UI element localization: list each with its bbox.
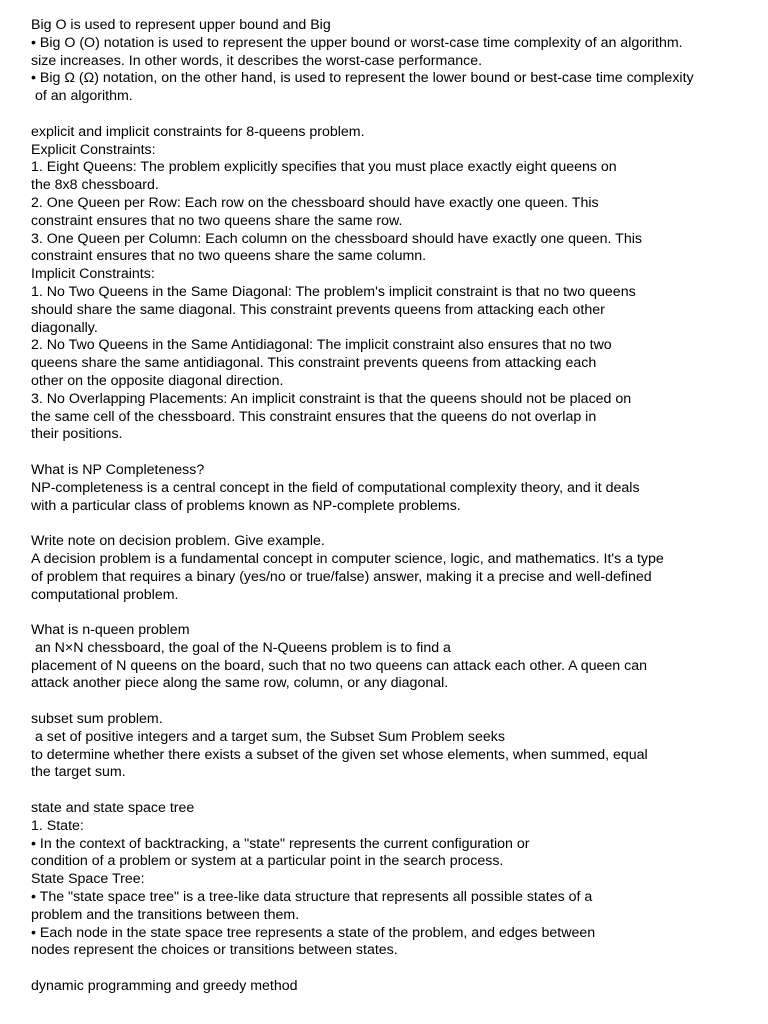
text-line: nodes represent the choices or transitions between states. bbox=[31, 942, 398, 959]
blank-line bbox=[31, 960, 751, 978]
document-body bbox=[31, 17, 751, 996]
text-line: constraint ensures that no two queens share the same column. bbox=[31, 248, 427, 265]
text-line: • Big O (O) notation is used to represent the upper bound or worst-case time complexity of an algorithm. bbox=[31, 34, 683, 51]
text-line: queens share the same antidiagonal. This constraint prevents queens from attacking each bbox=[31, 355, 597, 372]
text-line: a set of positive integers and a target sum, the Subset Sum Problem seeks bbox=[31, 728, 505, 745]
blank-line bbox=[31, 106, 751, 124]
text-line: to determine whether there exists a subset of the given set whose elements, when summed, equal bbox=[31, 746, 648, 763]
text-line: 3. No Overlapping Placements: An implicit constraint is that the queens should not be placed on bbox=[31, 390, 632, 407]
text-line: 1. Eight Queens: The problem explicitly specifies that you must place exactly eight queens on bbox=[31, 159, 617, 176]
text-line: the 8x8 chessboard. bbox=[31, 177, 159, 194]
text-line: 3. One Queen per Column: Each column on the chessboard should have exactly one queen. This bbox=[31, 230, 642, 247]
text-line: A decision problem is a fundamental concept in computer science, logic, and mathematics. It's a type bbox=[31, 550, 664, 567]
text-line: NP-completeness is a central concept in the field of computational complexity theory, and it deals bbox=[31, 479, 640, 496]
text-line: an N×N chessboard, the goal of the N-Queens problem is to find a bbox=[31, 639, 451, 656]
text-line: the same cell of the chessboard. This constraint ensures that the queens do not overlap in bbox=[31, 408, 597, 425]
text-line: Big O is used to represent upper bound and Big bbox=[31, 17, 331, 33]
text-line: other on the opposite diagonal direction. bbox=[31, 372, 284, 389]
text-line: computational problem. bbox=[31, 586, 179, 603]
text-line: 1. State: bbox=[31, 817, 84, 834]
text-line: their positions. bbox=[31, 426, 123, 443]
text-line: What is NP Completeness? bbox=[31, 461, 205, 478]
text-line: Implicit Constraints: bbox=[31, 266, 155, 283]
text-line: Explicit Constraints: bbox=[31, 141, 156, 158]
text-line: subset sum problem. bbox=[31, 711, 163, 728]
text-line: of problem that requires a binary (yes/no or true/false) answer, making it a precise and well-defined bbox=[31, 568, 652, 585]
text-line: • The "state space tree" is a tree-like data structure that represents all possible states of a bbox=[31, 889, 593, 906]
text-line: constraint ensures that no two queens share the same row. bbox=[31, 212, 403, 229]
text-line: Write note on decision problem. Give example. bbox=[31, 533, 325, 550]
text-line: of an algorithm. bbox=[31, 88, 133, 105]
text-line: placement of N queens on the board, such that no two queens can attack each other. A queen can bbox=[31, 657, 648, 674]
text-line: state and state space tree bbox=[31, 800, 195, 817]
text-line: • In the context of backtracking, a "state" represents the current configuration or bbox=[31, 835, 530, 852]
text-line: should share the same diagonal. This constraint prevents queens from attacking each other bbox=[31, 301, 605, 318]
blank-line bbox=[31, 782, 751, 800]
text-line: What is n-queen problem bbox=[31, 622, 190, 639]
text-line: the target sum. bbox=[31, 764, 126, 781]
text-line: size increases. In other words, it describes the worst-case performance. bbox=[31, 52, 483, 69]
text-line: explicit and implicit constraints for 8-queens problem. bbox=[31, 123, 365, 140]
text-line: • Each node in the state space tree represents a state of the problem, and edges between bbox=[31, 924, 596, 941]
blank-line bbox=[31, 604, 751, 622]
blank-line bbox=[31, 444, 751, 462]
text-line: 2. One Queen per Row: Each row on the chessboard should have exactly one queen. This bbox=[31, 194, 599, 211]
text-line: attack another piece along the same row, column, or any diagonal. bbox=[31, 675, 449, 692]
text-line: with a particular class of problems known as NP-complete problems. bbox=[31, 497, 461, 514]
text-line: 2. No Two Queens in the Same Antidiagonal: The implicit constraint also ensures that no two bbox=[31, 337, 612, 354]
blank-line bbox=[31, 515, 751, 533]
text-line: 1. No Two Queens in the Same Diagonal: The problem's implicit constraint is that no two queens bbox=[31, 283, 636, 300]
text-line: State Space Tree: bbox=[31, 871, 145, 888]
text-line: • Big Ω (Ω) notation, on the other hand, is used to represent the lower bound or best-case time complexity bbox=[31, 70, 694, 87]
text-line: condition of a problem or system at a particular point in the search process. bbox=[31, 853, 504, 870]
text-line: problem and the transitions between them. bbox=[31, 906, 300, 923]
text-line: dynamic programming and greedy method bbox=[31, 978, 298, 995]
blank-line bbox=[31, 693, 751, 711]
text-line: diagonally. bbox=[31, 319, 98, 336]
